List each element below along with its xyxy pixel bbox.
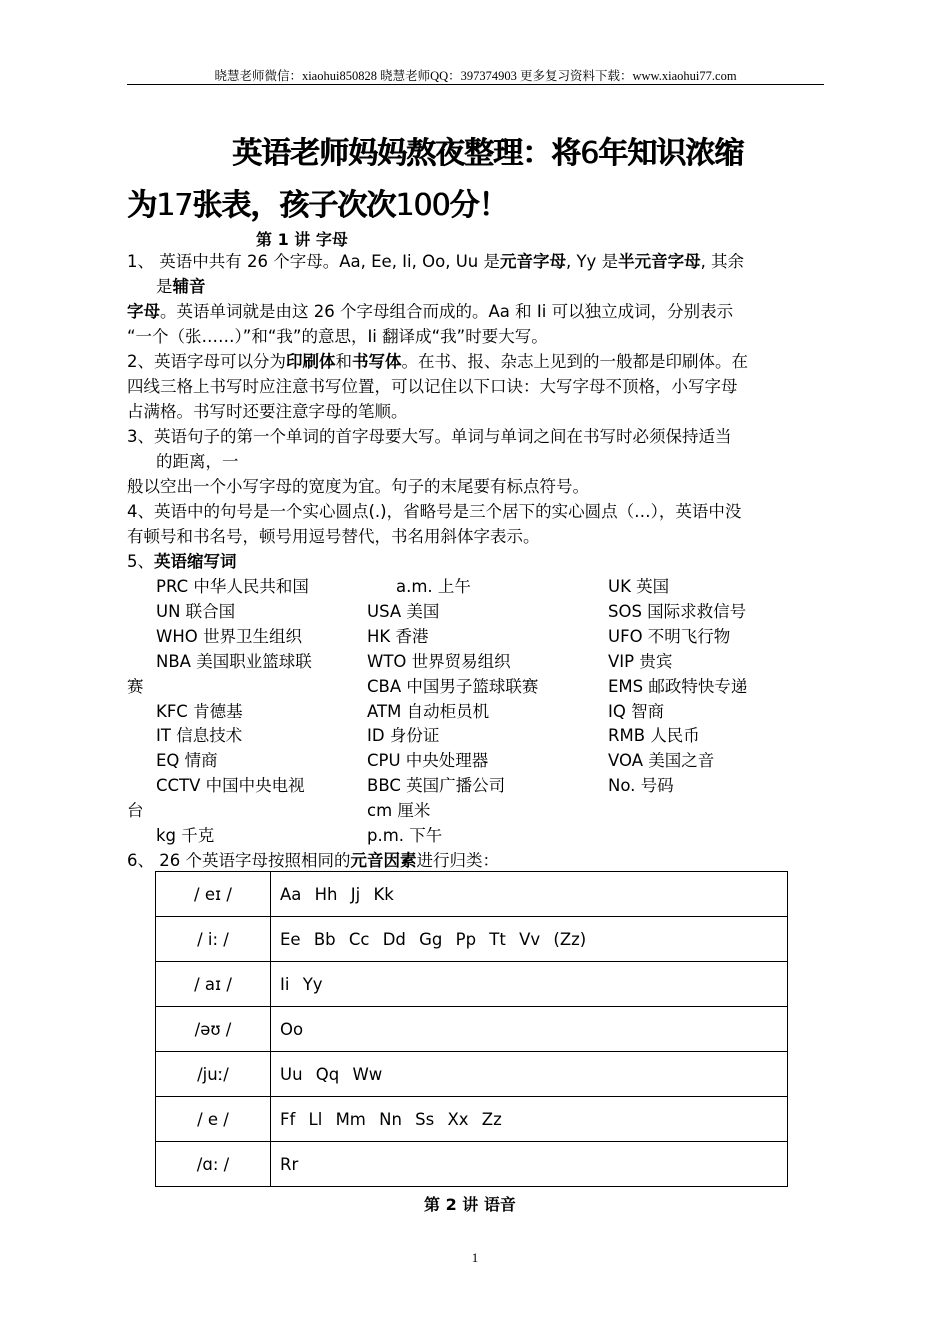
table-row (156, 1007, 788, 1052)
table-row (156, 1052, 788, 1097)
paragraph-2-line2: 四线三格上书写时应注意书写位置，可以记住以下口诀：大写字母不顶格，小写字母 (127, 377, 738, 396)
title-text: 张表，孩子次次 (192, 188, 396, 223)
abbr-item: VIP 贵宾 (608, 652, 673, 671)
paragraph-1-line4: “一个（张……）”和“我”的意思，Ii 翻译成“我”时要大写。 (127, 327, 548, 346)
paragraph-3-line1: 3、英语句子的第一个单词的首字母要大写。单词与单词之间在书写时必须保持适当 (127, 427, 732, 446)
paragraph-5-heading (127, 549, 237, 574)
title-text: 为 (127, 188, 156, 223)
phoneme-cell: /juː/ (156, 1052, 271, 1097)
phoneme-cell: / aɪ / (156, 962, 271, 1007)
abbr-item: 赛 (127, 677, 144, 696)
bold-term: 元音字母 (499, 252, 566, 271)
text: 1、 英语中共有 26 个字母。Aa, Ee, Ii, Oo, Uu 是 (127, 252, 500, 271)
paragraph-6-heading (127, 848, 499, 873)
phoneme-cell: / e / (156, 1097, 271, 1142)
lecture-1-heading: 第 1 讲 字母 (256, 230, 348, 249)
abbr-item: EQ 情商 (156, 751, 218, 770)
abbr-item: UFO 不明飞行物 (608, 627, 731, 646)
title-number: 6 (580, 136, 599, 171)
abbr-item: CBA 中国男子篮球联赛 (367, 677, 539, 696)
paragraph-1-line1 (127, 249, 744, 274)
abbr-item: 台 (127, 801, 144, 820)
abbr-item: WTO 世界贸易组织 (367, 652, 511, 671)
letters-cell: Ee Bb Cc Dd Gg Pp Tt Vv (Zz) (271, 917, 788, 962)
title-number: 100 (395, 188, 450, 223)
abbr-item: kg 千克 (156, 826, 215, 845)
abbr-item: ATM 自动柜员机 (367, 702, 490, 721)
title-text: 分！ (449, 188, 508, 223)
title-number: 17 (156, 188, 193, 223)
paragraph-4-line1: 4、英语中的句号是一个实心圆点(.)，省略号是三个居下的实心圆点（…），英语中没 (127, 502, 742, 521)
text: 和 (335, 352, 352, 371)
letters-cell: Ii Yy (271, 962, 788, 1007)
text: 是 (156, 277, 173, 296)
bold-term: 英语缩写词 (154, 552, 237, 571)
paragraph-2-line3: 占满格。书写时还要注意字母的笔顺。 (127, 402, 408, 421)
abbr-item: UK 英国 (608, 577, 670, 596)
text: , 其余 (700, 252, 745, 271)
paragraph-2-line1 (127, 349, 748, 374)
header-divider (127, 84, 824, 85)
bold-term: 印刷体 (286, 352, 336, 371)
abbr-item: a.m. 上午 (396, 577, 471, 596)
paragraph-1-line2 (156, 274, 206, 299)
text: 5、 (127, 552, 154, 571)
title-text: 年知识浓缩 (598, 136, 744, 171)
abbr-item: PRC 中华人民共和国 (156, 577, 309, 596)
bold-term: 半元音字母 (618, 252, 701, 271)
abbr-item: NBA 美国职业篮球联 (156, 652, 312, 671)
bold-term: 辅音 (172, 277, 206, 296)
phoneme-cell: / i: / (156, 917, 271, 962)
table-row (156, 1142, 788, 1187)
abbr-item: IT 信息技术 (156, 726, 243, 745)
abbr-item: HK 香港 (367, 627, 429, 646)
text: , Yy 是 (565, 252, 619, 271)
letters-cell: Uu Qq Ww (271, 1052, 788, 1097)
table-row (156, 962, 788, 1007)
abbr-item: RMB 人民币 (608, 726, 700, 745)
abbr-item: UN 联合国 (156, 602, 236, 621)
abbr-item: BBC 英国广播公司 (367, 776, 506, 795)
bold-term: 元音因素 (350, 851, 417, 870)
lecture-2-heading: 第 2 讲 语音 (424, 1195, 516, 1214)
table-row (156, 872, 788, 917)
table-row (156, 1097, 788, 1142)
abbr-item: CCTV 中国中央电视 (156, 776, 305, 795)
letters-cell: Oo (271, 1007, 788, 1052)
text: 进行归类： (416, 851, 499, 870)
vowel-table (155, 871, 788, 1187)
abbr-item: EMS 邮政特快专递 (608, 677, 748, 696)
abbr-item: ID 身份证 (367, 726, 440, 745)
abbr-item: KFC 肯德基 (156, 702, 243, 721)
abbr-item: WHO 世界卫生组织 (156, 627, 302, 646)
abbr-item: SOS 国际求救信号 (608, 602, 747, 621)
letters-cell: Ff Ll Mm Nn Ss Xx Zz (271, 1097, 788, 1142)
page-number: 1 (471, 1250, 479, 1265)
text: 。在书、报、杂志上见到的一般都是印刷体。在 (401, 352, 748, 371)
abbr-item: CPU 中央处理器 (367, 751, 489, 770)
page-header: 晓慧老师微信：xiaohui850828 晓慧老师QQ：397374903 更多复习资料下载：www.xiaohui77.com (214, 69, 737, 83)
bold-term: 书写体 (352, 352, 402, 371)
title-text: 英语老师妈妈熬夜整理：将 (232, 136, 580, 171)
abbr-item: No. 号码 (608, 776, 674, 795)
bold-term: 字母 (127, 302, 160, 321)
doc-title-line2 (127, 180, 507, 224)
abbr-item: cm 厘米 (367, 801, 431, 820)
paragraph-4-line2: 有顿号和书名号，顿号用逗号替代，书名用斜体字表示。 (127, 527, 540, 546)
text: 。英语单词就是由这 26 个字母组合而成的。Aa 和 Ii 可以独立成词，分别表示 (160, 302, 734, 321)
table-row (156, 917, 788, 962)
paragraph-3-line3: 般以空出一个小写字母的宽度为宜。句子的末尾要有标点符号。 (127, 477, 589, 496)
text: 2、英语字母可以分为 (127, 352, 286, 371)
letters-cell: Rr (271, 1142, 788, 1187)
letters-cell: Aa Hh Jj Kk (271, 872, 788, 917)
doc-title-line1 (232, 128, 743, 172)
text: 6、 26 个英语字母按照相同的 (127, 851, 351, 870)
phoneme-cell: / eɪ / (156, 872, 271, 917)
abbr-item: p.m. 下午 (367, 826, 443, 845)
phoneme-cell: /ɑ: / (156, 1142, 271, 1187)
abbr-item: USA 美国 (367, 602, 440, 621)
paragraph-1-line3 (127, 299, 733, 324)
abbr-item: VOA 美国之音 (608, 751, 715, 770)
phoneme-cell: /əʊ / (156, 1007, 271, 1052)
paragraph-3-line2: 的距离，一 (156, 452, 239, 471)
abbr-item: IQ 智商 (608, 702, 665, 721)
